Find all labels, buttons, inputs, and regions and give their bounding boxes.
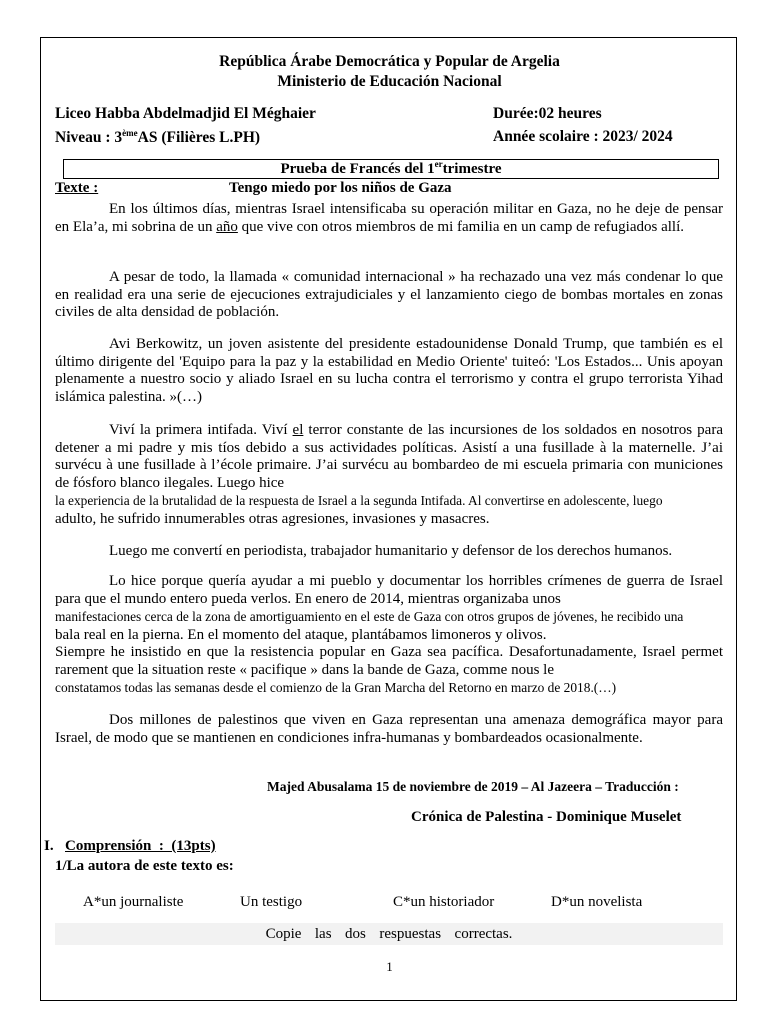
school-name: Liceo Habba Abdelmadjid El Méghaier xyxy=(55,105,316,122)
section-number: I. xyxy=(44,838,54,854)
exam-page xyxy=(40,37,737,1001)
question-1: 1/La autora de este texto es: xyxy=(55,858,234,874)
option-c: C*un historiador xyxy=(393,894,495,910)
option-d: D*un novelista xyxy=(551,894,643,910)
header-ministry: Ministerio de Educación Nacional xyxy=(277,73,502,90)
paragraph-3: Avi Berkowitz, un joven asistente del presidente estadounidense Donald Trump, que también es el último dirigente del 'Equipo para la paz y la estabilidad en Medio Oriente' tuiteó: 'Los Estados... Unis apoyan plenamente a nuestro socio y aliado Israel en su lucha contra el terrorismo y contra el grupo terrorista Yihad islámica palestina. »(…) xyxy=(55,336,723,405)
paragraph-6: Lo hice porque quería ayudar a mi pueblo y documentar los horribles crímenes de guerra de Israel para que el mundo entero pueda verlos. En enero de 2014, mientras organizaba unos manifestaciones cerca de la zona de amortiguamiento en el este de Gaza con otros grupos de jóvenes, he recibido una bala real en la pierna. En el momento del ataque, plantábamos limoneros y olivos. Siempre he insistido en que la resistencia popular en Gaza sea pacífica. Desafortunadamente, Israel permet rarement que la situation reste « pacifique » dans la bande de Gaza, comme nous le constatamos todas las semanas desde el comienzo de la Gran Marcha del Retorno en marzo de 2018.(…) xyxy=(55,573,723,695)
paragraph-4: Viví la primera intifada. Viví el terror constante de las incursiones de los soldados en nosotros para detener a mi padre y mis tíos debido a sus actividades políticas. Asistí a una fusillade à la maternelle. J’ai survécu à une fusillade à l’école primaire. J’ai survécu au bombardeo de mi escuela primaria con municiones de fósforo blanco ilegales. Luego hice la experiencia de la brutalidad de la respuesta de Israel a la segunda Intifada. Al convertirse en adolescente, luego adulto, he sufrido innumerables otras agresiones, invasiones y masacres. xyxy=(55,422,723,527)
instruction: Copie las dos respuestas correctas. xyxy=(55,923,723,945)
paragraph-2: A pesar de todo, la llamada « comunidad internacional » ha rechazado una vez más condenar lo que en realidad era una serie de ejecuciones extrajudiciales y el lanzamiento ciego de bombas mortales en zonas civiles de alta densidad de población. xyxy=(55,269,723,320)
text-title: Tengo miedo por los niños de Gaza xyxy=(229,180,452,196)
source-line-1: Majed Abusalama 15 de noviembre de 2019 – Al Jazeera – Traducción : xyxy=(267,779,679,794)
paragraph-7: Dos millones de palestinos que viven en Gaza representan una amenaza demográfica mayor para Israel, de modo que se mantienen en condiciones infra-humanas y bombardeados ocasionalmente. xyxy=(55,712,723,746)
paragraph-1: En los últimos días, mientras Israel intensificaba su operación militar en Gaza, no he deje de pensar en Ela’a, mi sobrina de un año que vive con otros miembros de mi familia en un camp de refugiados allí. xyxy=(55,201,723,235)
header-country: República Árabe Democrática y Popular de Argelia xyxy=(219,53,560,70)
page-number: 1 xyxy=(386,959,393,974)
option-a: A*un journaliste xyxy=(83,894,184,910)
class-level: Niveau : 3èmeAS (Filières L.PH) xyxy=(55,128,261,147)
exam-duration: Durée:02 heures xyxy=(493,105,602,122)
school-year: Année scolaire : 2023/ 2024 xyxy=(493,128,673,145)
section-title: Comprensión : (13pts) xyxy=(65,838,216,854)
paragraph-5: Luego me convertí en periodista, trabajador humanitario y defensor de los derechos humanos. xyxy=(109,543,673,559)
exam-title: Prueba de Francés del 1ertrimestre xyxy=(63,159,719,179)
text-label: Texte : xyxy=(55,180,99,196)
option-b: Un testigo xyxy=(240,894,303,910)
source-line-2: Crónica de Palestina - Dominique Muselet xyxy=(411,809,682,825)
